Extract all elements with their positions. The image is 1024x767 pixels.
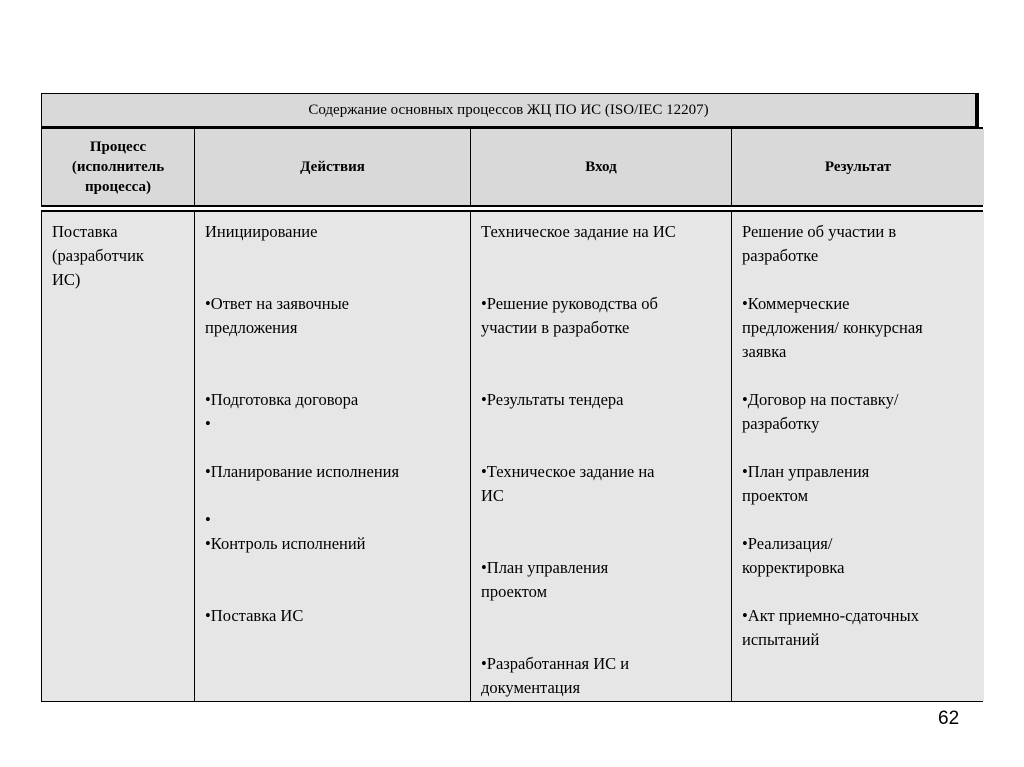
header-input-label: Вход: [585, 159, 617, 175]
header-actions-label: Действия: [300, 159, 365, 175]
header-process-label: Процесс (исполнитель процесса): [71, 139, 165, 195]
header-actions: [195, 129, 471, 205]
result-item: •Реализация/ корректировка: [742, 534, 845, 577]
input-item: Техническое задание на ИС: [481, 222, 676, 241]
result-item: Решение об участии в разработке: [742, 222, 897, 265]
table-header-row: [41, 127, 983, 207]
input-item: •Результаты тендера: [481, 390, 624, 409]
input-item: •Техническое задание на ИС: [481, 462, 655, 505]
header-input: [471, 129, 732, 205]
result-item: •Акт приемно-сдаточных испытаний: [742, 606, 919, 649]
result-item: •План управления проектом: [742, 462, 870, 505]
action-item: Инициирование: [205, 222, 318, 241]
cell-inputs: [471, 212, 732, 701]
table-body-row: [41, 210, 983, 702]
cell-results: [732, 212, 984, 701]
input-item: •Решение руководства об участии в разработке: [481, 294, 658, 337]
action-item: •Планирование исполнения: [205, 462, 400, 481]
page-number: 62: [938, 708, 960, 729]
cell-actions: [195, 212, 471, 701]
result-item: •Договор на поставку/ разработку: [742, 390, 899, 433]
input-item: •Разработанная ИС и документация: [481, 654, 630, 697]
header-result-label: Результат: [824, 159, 892, 175]
header-result: [732, 129, 984, 205]
action-item: •Ответ на заявочные предложения: [205, 294, 350, 337]
result-item: •Коммерческие предложения/ конкурсная заявка: [742, 294, 923, 361]
process-name: Поставка (разработчик ИС): [52, 222, 144, 289]
action-item: •Поставка ИС: [205, 606, 304, 625]
action-item: •Подготовка договора •: [205, 390, 359, 433]
action-item: • •Контроль исполнений: [205, 510, 366, 553]
cell-process: [42, 212, 195, 701]
table-title: Содержание основных процессов ЖЦ ПО ИС (ISO/IEC 12207): [41, 93, 979, 127]
input-item: •План управления проектом: [481, 558, 609, 601]
header-process: [42, 129, 195, 205]
